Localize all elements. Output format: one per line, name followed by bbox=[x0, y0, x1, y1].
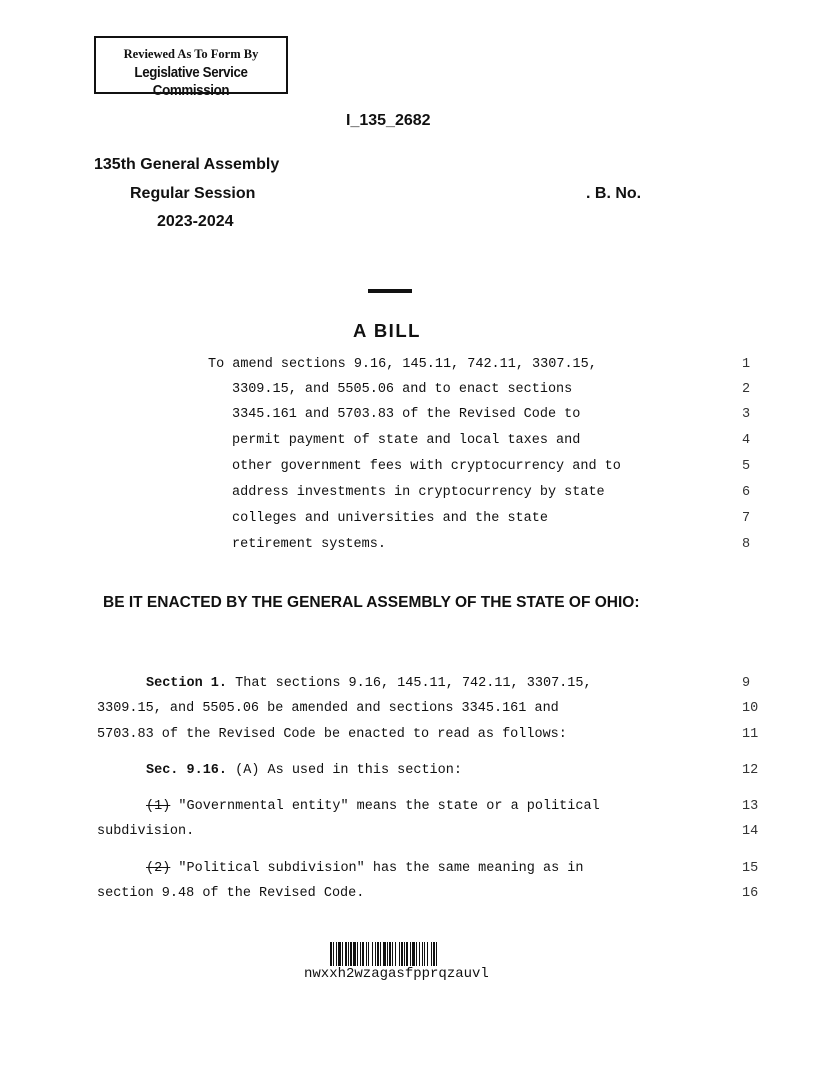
barcode-text: nwxxh2wzagasfpprqzauvl bbox=[304, 966, 489, 982]
definition-1-line-2: subdivision. bbox=[97, 824, 195, 839]
struck-text: (1) bbox=[146, 799, 171, 814]
line-number: 6 bbox=[742, 485, 751, 500]
session-label: Regular Session bbox=[130, 185, 256, 202]
purpose-line: To amend sections 9.16, 145.11, 742.11, 3307.15, bbox=[208, 357, 597, 372]
title-divider bbox=[368, 289, 412, 293]
bill-number: . B. No. bbox=[586, 185, 642, 202]
bill-title: A BILL bbox=[353, 320, 421, 341]
line-number: 10 bbox=[742, 701, 759, 716]
section-1-line-2: 3309.15, and 5505.06 be amended and sections 3345.161 and bbox=[97, 701, 559, 716]
section-1-label: Section 1. bbox=[146, 676, 228, 691]
line-number: 1 bbox=[742, 357, 751, 372]
sec-9-16-text: (A) As used in this section: bbox=[227, 763, 462, 778]
line-number: 3 bbox=[742, 407, 751, 422]
line-number: 16 bbox=[742, 886, 759, 901]
purpose-line: other government fees with cryptocurrency and to bbox=[232, 459, 621, 474]
line-number: 7 bbox=[742, 511, 751, 526]
purpose-line: 3345.161 and 5703.83 of the Revised Code to bbox=[232, 407, 581, 422]
purpose-line: address investments in cryptocurrency by state bbox=[232, 485, 605, 500]
sec-9-16-label: Sec. 9.16. bbox=[146, 763, 228, 778]
section-1-line-3: 5703.83 of the Revised Code be enacted to read as follows: bbox=[97, 727, 567, 742]
line-number: 8 bbox=[742, 537, 751, 552]
line-number: 4 bbox=[742, 433, 751, 448]
lsc-review-stamp bbox=[94, 36, 288, 99]
purpose-line: permit payment of state and local taxes and bbox=[232, 433, 581, 448]
barcode bbox=[330, 942, 496, 966]
definition-2-text: "Political subdivision" has the same meaning as in bbox=[170, 861, 584, 876]
sec-9-16-heading bbox=[146, 763, 462, 778]
years-label: 2023-2024 bbox=[157, 213, 234, 230]
purpose-line: retirement systems. bbox=[232, 537, 386, 552]
section-1-line-1 bbox=[146, 676, 592, 691]
struck-text: (2) bbox=[146, 861, 171, 876]
purpose-line: colleges and universities and the state bbox=[232, 511, 548, 526]
assembly-label: 135th General Assembly bbox=[94, 156, 280, 173]
line-number: 11 bbox=[742, 727, 759, 742]
line-number: 14 bbox=[742, 824, 759, 839]
enacting-clause: BE IT ENACTED BY THE GENERAL ASSEMBLY OF THE STATE OF OHIO: bbox=[103, 594, 640, 611]
line-number: 15 bbox=[742, 861, 759, 876]
stamp-line-1: Reviewed As To Form By bbox=[123, 47, 259, 61]
purpose-line: 3309.15, and 5505.06 and to enact sections bbox=[232, 382, 573, 397]
definition-1-line-1 bbox=[146, 799, 600, 814]
line-number: 9 bbox=[742, 676, 751, 691]
definition-1-text: "Governmental entity" means the state or a political bbox=[170, 799, 600, 814]
line-number: 13 bbox=[742, 799, 759, 814]
bill-id: I_135_2682 bbox=[346, 112, 431, 129]
stamp-line-2: Legislative Service Commission bbox=[134, 65, 248, 99]
definition-2-line-1 bbox=[146, 861, 583, 876]
line-number: 5 bbox=[742, 459, 751, 474]
line-number: 2 bbox=[742, 382, 751, 397]
line-number: 12 bbox=[742, 763, 759, 778]
definition-2-line-2: section 9.48 of the Revised Code. bbox=[97, 886, 365, 901]
section-1-text: That sections 9.16, 145.11, 742.11, 3307.15, bbox=[227, 676, 592, 691]
